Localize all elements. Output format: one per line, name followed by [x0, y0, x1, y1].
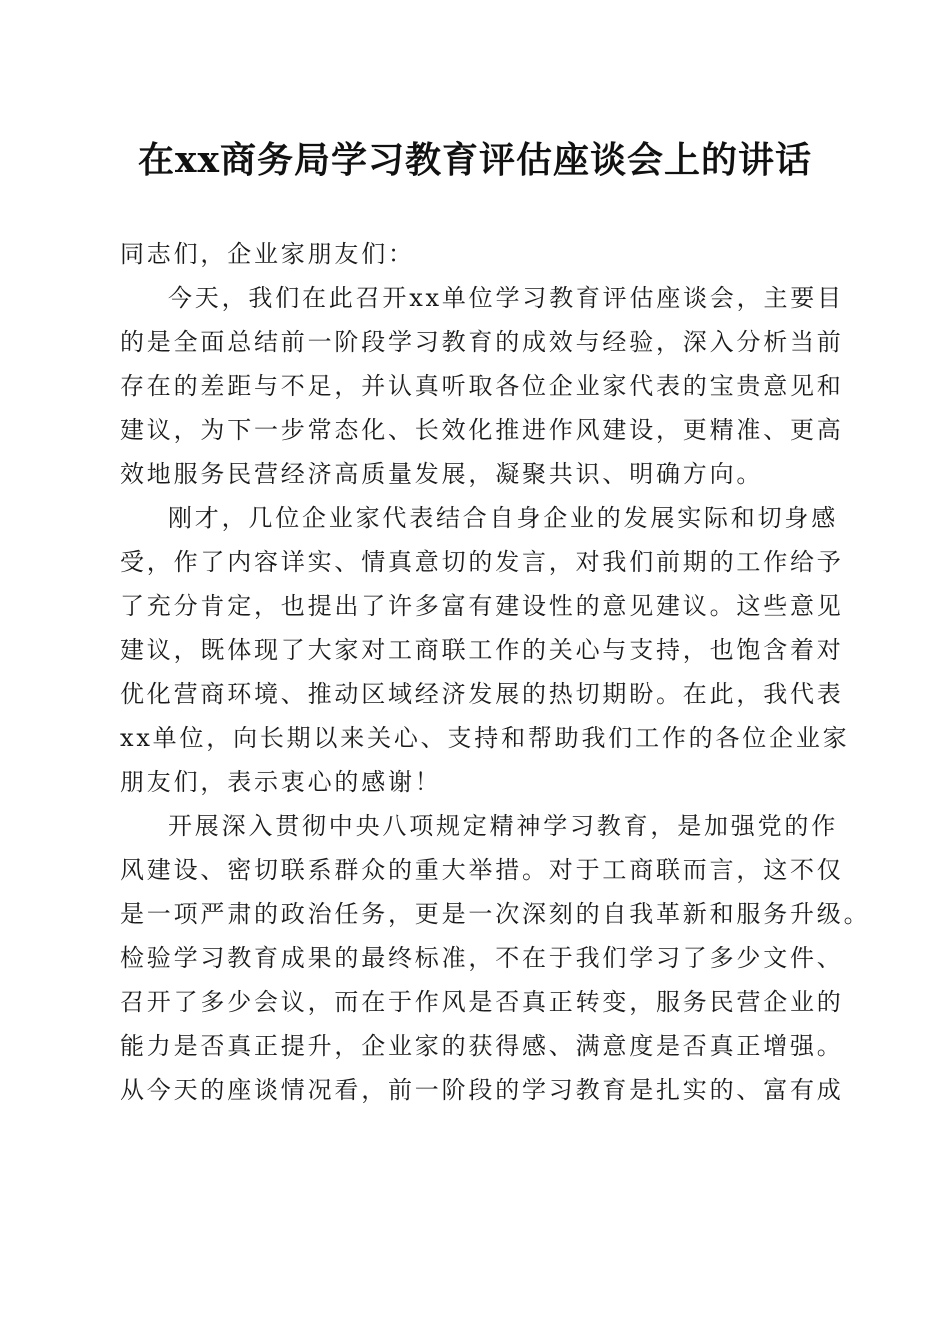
paragraph-line: 从今天的座谈情况看，前一阶段的学习教育是扎实的、富有成	[120, 1076, 844, 1104]
paragraph-line: 今天，我们在此召开xx单位学习教育评估座谈会，主要目	[168, 284, 844, 312]
paragraph-line: 能力是否真正提升，企业家的获得感、满意度是否真正增强。	[120, 1032, 844, 1060]
paragraph-line: 朋友们，表示衷心的感谢！	[120, 768, 442, 796]
paragraph-line: xx单位，向长期以来关心、支持和帮助我们工作的各位企业家	[120, 724, 850, 752]
paragraph-line: 召开了多少会议，而在于作风是否真正转变，服务民营企业的	[120, 988, 844, 1016]
paragraph-line: 建议，既体现了大家对工商联工作的关心与支持，也饱含着对	[120, 636, 844, 664]
paragraph-line: 刚才，几位企业家代表结合自身企业的发展实际和切身感	[168, 504, 838, 532]
paragraph-line: 效地服务民营经济高质量发展，凝聚共识、明确方向。	[120, 460, 764, 488]
paragraph-line: 风建设、密切联系群众的重大举措。对于工商联而言，这不仅	[120, 856, 844, 884]
paragraph-line: 开展深入贯彻中央八项规定精神学习教育，是加强党的作	[168, 812, 838, 840]
paragraph-line: 建议，为下一步常态化、长效化推进作风建设，更精准、更高	[120, 416, 844, 444]
paragraph-line: 受，作了内容详实、情真意切的发言，对我们前期的工作给予	[120, 548, 844, 576]
paragraph-line: 了充分肯定，也提出了许多富有建设性的意见建议。这些意见	[120, 592, 844, 620]
paragraph-line: 是一项严肃的政治任务，更是一次深刻的自我革新和服务升级。	[120, 900, 871, 928]
document-title: 在xx商务局学习教育评估座谈会上的讲话	[138, 139, 812, 181]
paragraph-line: 的是全面总结前一阶段学习教育的成效与经验，深入分析当前	[120, 328, 844, 356]
paragraph-line: 存在的差距与不足，并认真听取各位企业家代表的宝贵意见和	[120, 372, 844, 400]
paragraph-line: 检验学习教育成果的最终标准，不在于我们学习了多少文件、	[120, 944, 844, 972]
salutation-line: 同志们，企业家朋友们：	[120, 240, 415, 268]
paragraph-line: 优化营商环境、推动区域经济发展的热切期盼。在此，我代表	[120, 680, 844, 708]
document-body	[120, 232, 871, 1112]
